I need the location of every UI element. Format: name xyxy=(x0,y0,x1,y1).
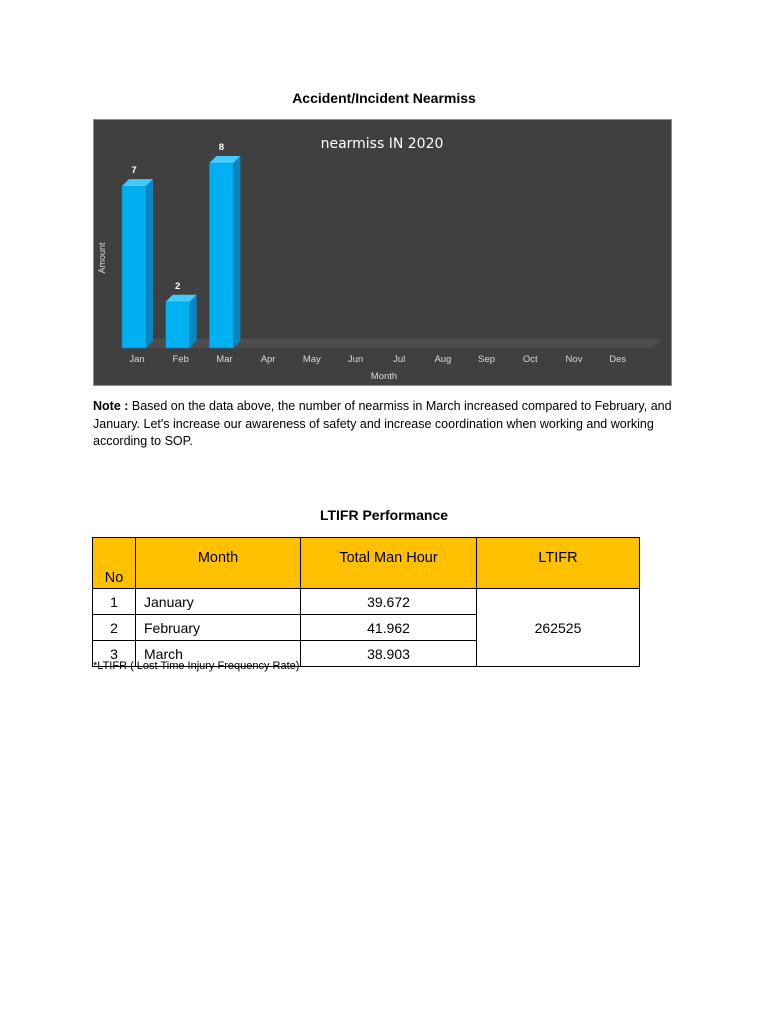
table-row xyxy=(93,589,640,615)
chart-canvas xyxy=(94,120,671,385)
chart-title: nearmiss IN 2020 xyxy=(320,136,444,152)
bar-data-label: 2 xyxy=(175,280,181,292)
chart-floor xyxy=(121,339,663,348)
y-axis-label: Amount xyxy=(97,242,107,274)
bar-data-label: 8 xyxy=(218,142,225,153)
x-tick-label: Mar xyxy=(216,354,233,365)
x-tick-label: Apr xyxy=(260,354,276,365)
note-text: Based on the data above, the number of nearmiss in March increased compared to February, and January. Let's increase our awareness of safety and increase coordination when working and working according to SOP. xyxy=(93,399,672,448)
header-ltifr: LTIFR xyxy=(477,538,640,589)
note-label: Note : xyxy=(93,399,129,413)
row-month: January xyxy=(136,589,301,615)
header-no: No xyxy=(93,538,136,589)
x-tick-label: Feb xyxy=(172,354,189,365)
x-axis-label: Month xyxy=(370,371,398,382)
bar-data-label: 7 xyxy=(131,165,137,177)
x-tick-label: Jul xyxy=(393,354,406,365)
note-paragraph xyxy=(93,398,683,451)
x-tick-label: Des xyxy=(609,354,627,365)
ltifr-footnote: *LTIFR ( Lost Time Injury Frequency Rate) xyxy=(93,660,300,672)
row-no: 2 xyxy=(93,615,136,641)
bar-front xyxy=(209,163,233,348)
bar-side xyxy=(146,179,153,348)
x-tick-label: Jun xyxy=(347,354,364,365)
bar-side xyxy=(190,295,197,348)
header-month: Month xyxy=(136,538,301,589)
bar-side xyxy=(233,156,240,348)
table-header-row xyxy=(93,538,640,589)
row-month: February xyxy=(136,615,301,641)
x-tick-label: Nov xyxy=(565,354,583,365)
x-tick-label: Oct xyxy=(522,354,538,365)
bar-front xyxy=(122,186,146,348)
row-total-man-hour: 38.903 xyxy=(301,641,477,667)
ltifr-value: 262525 xyxy=(477,589,640,667)
row-month: March xyxy=(136,641,301,667)
x-tick-label: May xyxy=(302,354,321,365)
x-tick-label: Jan xyxy=(129,354,145,365)
row-total-man-hour: 41.962 xyxy=(301,615,477,641)
chart-heading: Accident/Incident Nearmiss xyxy=(292,90,476,106)
row-no: 3 xyxy=(93,641,136,667)
ltifr-table xyxy=(92,537,640,667)
x-tick-label: Sep xyxy=(478,354,496,365)
row-total-man-hour: 39.672 xyxy=(301,589,477,615)
bar-front xyxy=(166,302,190,348)
header-total-man-hour: Total Man Hour xyxy=(301,538,477,589)
table-title: LTIFR Performance xyxy=(319,507,449,523)
row-no: 1 xyxy=(93,589,136,615)
nearmiss-bar-chart xyxy=(93,119,672,386)
x-tick-label: Aug xyxy=(434,354,452,365)
